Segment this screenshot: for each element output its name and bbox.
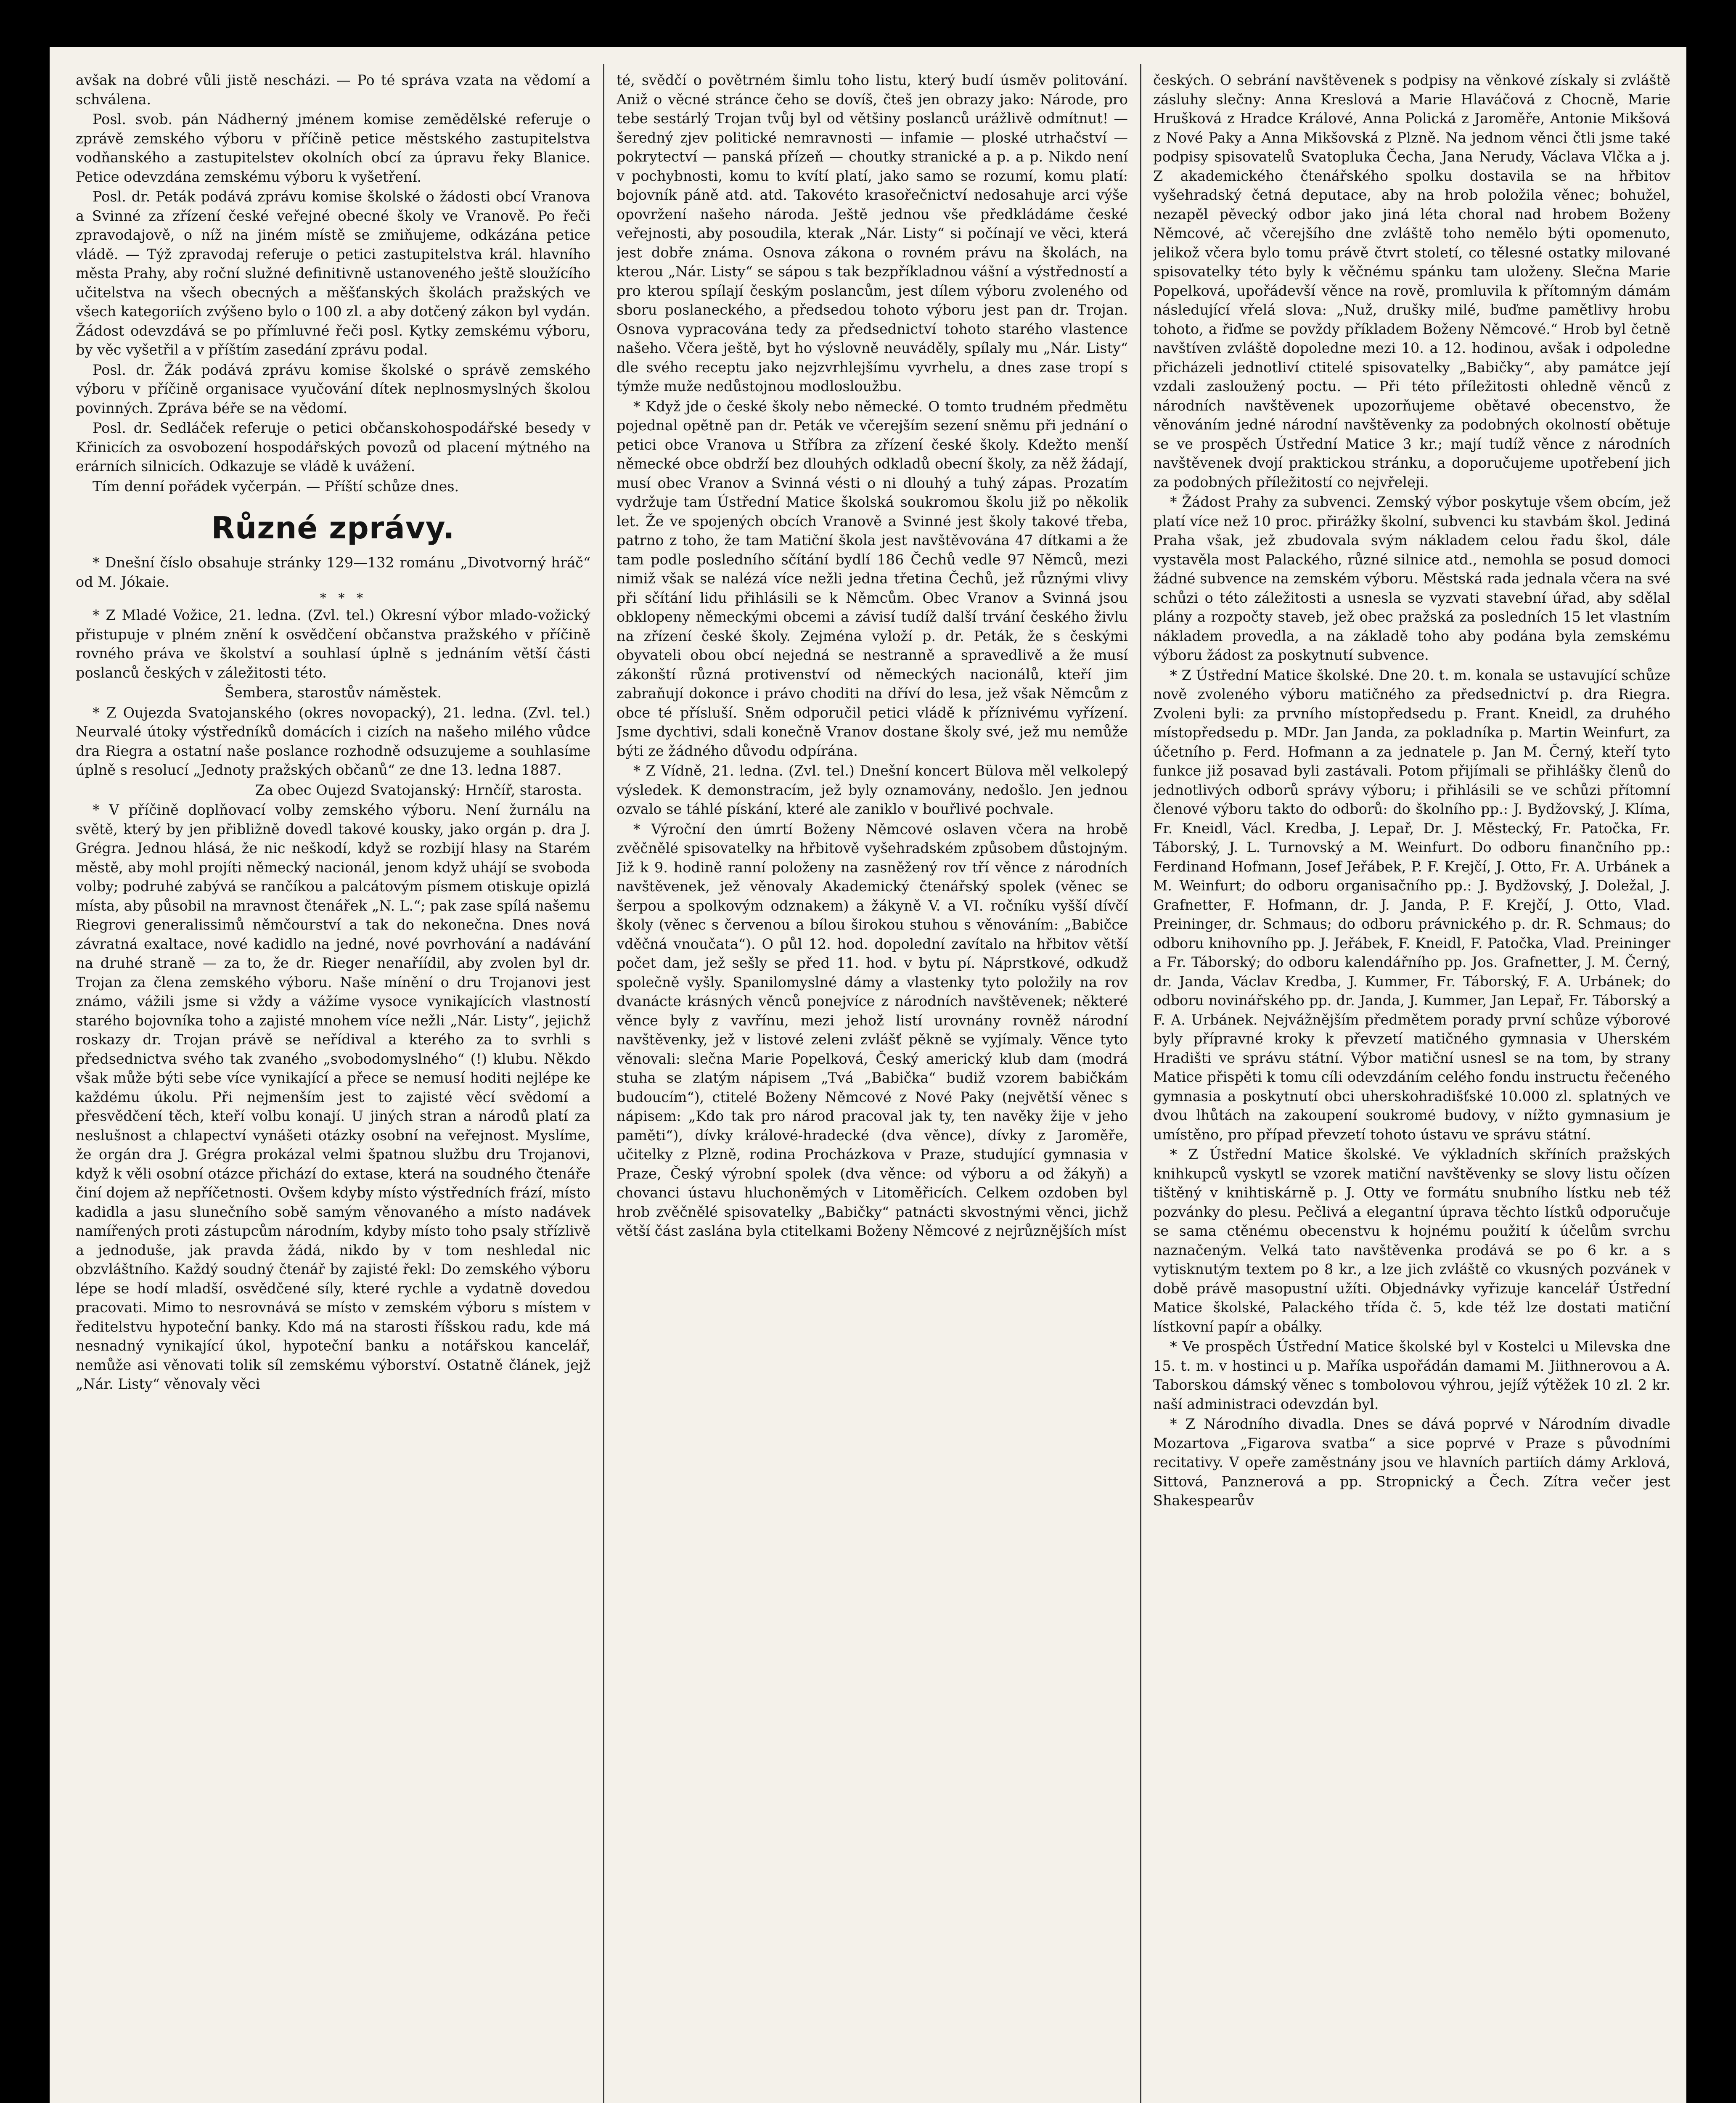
news-item: * Z Národního divadla. Dnes se dává poprvé v Národním divadle Mozartova „Figarova svatba“ a sice poprvé v Praze s původními recitativy. V opeře zaměstnány jsou ve hlavních partiích dámy Arklová, Sittová, Panznerová a pp. Stropnický a Čech. Zítra večer jest Shakespearův [1153,1416,1670,1509]
paragraph: Posl. svob. pán Nádherný jménem komise zemědělské referuje o zprávě zemského výboru v příčině petice městského zastupitelstva vodňanského a zastupitelstev okolních obcí za úpravu řeky Blanice. Petice odevzdána zemskému výboru k vyšetření. [76,111,590,185]
news-item: * Dnešní číslo obsahuje stránky 129—132 románu „Divotvorný hráč“ od M. Jókaie. [76,554,590,590]
news-item: * Žádost Prahy za subvenci. Zemský výbor poskytuje všem obcím, jež platí více než 10 proc. přirážky školní, subvenci ku stavbám škol. Jediná Praha však, jež zbudovala svým nákladem celou řadu škol, dále vystavěla most Palackého, různé silnice atd., nemohla se posud domoci žádné subvence na zemském výboru. Městská rada jednala včera na své schůzi o této záležitosti a usnesla se vyzvati stavební úřad, aby sdělal plány a rozpočty staveb, jež obec pražská za posledních 15 let vlastním nákladem provedla, a na základě toho aby podána byla zemskému výboru žádost za poskytnutí subvence. [1153,494,1670,663]
news-item: * Z Ústřední Matice školské. Dne 20. t. m. konala se ustavující schůze nově zvoleného výboru matičného za předsednictví p. dra Riegra. Zvoleni byli: za prvního místopředsedu p. Frant. Kneidl, za druhého místopředsedu p. MDr. Jan Janda, za pokladníka p. Martin Weinfurt, za účetního p. Ferd. Hofmann a za jednatele p. Jan M. Černý, kteří tyto funkce již posavad byli zastávali. Potom přijímali se přihlášky členů do jednotlivých odborů správy výboru; i přihlásili se ve schůzi přítomní členové výboru takto do odborů: do školního pp.: J. Bydžovský, J. Klíma, Fr. Kneidl, Václ. Kredba, J. Lepař, Dr. J. Městecký, Fr. Patočka, Fr. Táborský, J. L. Turnovský a M. Weinfurt. Do odboru finančního pp.: Ferdinand Hofmann, Josef Jeřábek, P. F. Krejčí, J. Otto, Fr. A. Urbánek a M. Weinfurt; do odboru organisačního pp.: J. Bydžovský, J. Doležal, J. Grafnetter, F. Hofmann, dr. J. Janda, P. F. Krejčí, J. Otto, Vlad. Preininger, dr. Schmaus; do odboru právnického p. dr. R. Schmaus; do odboru knihovního pp. J. Jeřábek, F. Kneidl, F. Patočka, Vlad. Preininger a Fr. Táborský; do odboru kalendářního pp. Jos. Grafnetter, J. M. Černý, dr. Janda, Václav Kredba, J. Kummer, Fr. Táborský, F. A. Urbánek; do odboru novinářského pp. dr. Janda, J. Kummer, Jan Lepař, Fr. Táborský a F. A. Urbánek. Nejvážnějším předmětem porady první schůze výborové byly přípravné kroky k převzetí matičného gymnasia v Uherském Hradišti ve správu státní. Výbor matiční usnesl se na tom, by strany Matice přispěti k tomu cíli odevzdáním celého fondu instructu řečeného gymnasia a poskytnutí obci uherskohradišťské 10.000 zl. splatných ve dvou lhůtách na zakoupení soukromé budovy, v nížto gymnasium je umístěno, pro případ převzetí tohoto ústavu ve správu státní. [1153,667,1670,1143]
news-item: * Ve prospěch Ústřední Matice školské byl v Kostelci u Milevska dne 15. t. m. v hostinci u p. Maříka uspořádán damami M. Jiithnerovou a A. Taborskou dámský věnec s tombolovou výhrou, jejíž výtěžek 10 zl. 2 kr. naší administraci odevzdán byl. [1153,1338,1670,1412]
separator-asterisks: * * * [320,591,363,606]
paragraph: Posl. dr. Žák podává zprávu komise školské o správě zemského výboru v příčině organisace vyučování dítek neplnosmyslných školou povinných. Zpráva béře se na vědomí. [76,361,590,416]
news-item: * Z Ústřední Matice školské. Ve výkladních skříních pražských knihkupců vyskytl se vzorek matiční navštěvenky se slovy listu očízen tištěný v knihtiskárně p. J. Otty ve formátu snubního lístku neb též pozvánky do plesu. Pečlivá a elegantní úprava těchto lístků odporučuje se sama ctěnému obecenstvu k hojnému použití k účelům svrchu naznačeným. Velká tato navštěvenka prodává se po 6 kr. a s vytisknutým textem po 8 kr., a lze jich zvláště co vkusných pozvánek v době právě masopustní užíti. Objednávky vyřizuje kancelář Ústřední Matice školské, Palackého třída č. 5, kde též lze dostati matiční lístkovní papír a obálky. [1153,1146,1670,1335]
column-3 [1153,71,1670,2103]
column-rule [603,64,604,2103]
news-item: * Když jde o české školy nebo německé. O tomto trudném předmětu pojednal opětně pan dr. Peták ve včerejším sezení sněmu při jednání o petici obce Vranova u Stříbra za zřízení české školy. Kdežto menší německé obce obdrží bez dlouhých odkladů obecní školy, za něž žádají, musí obec Vranov a Svinná vésti o ni dlouhý a tuhý zápas. Prozatím vydržuje tam Ústřední Matice školská soukromou školu již po několik let. Že ve spojených obcích Vranově a Svinné jest školy takové třeba, patrno z toho, že tam Matiční škola jest navštěvována 47 dítkami a že tam podle posledního sčítání bydlí 186 Čechů vedle 97 Němců, mezi nimiž však se nalézá více nežli jedna třetina Čechů, jež různými vlivy při sčítání lidu přihlásili se k Němcům. Obec Vranov a Svinná jsou obklopeny německými obcemi a závisí tudíž další trvání českého živlu na zřízení české školy. Zejména vyloží p. dr. Peták, že s českými obyvateli obou obcí nejedná se nestranně a spravedlivě a že musí zákonští různá protivenství od německých nacionálů, kteří jim zabraňují dokonce i právo choditi na dříví do lesa, jež však Němcům z obce té přísluší. Sněm odporučil petici vládě k příznivému vyřízení. Jsme dychtivi, sdali konečně Vranov dostane školy své, jež mu nemůže býti ze žádného důvodu odpírána. [617,398,1128,759]
section-heading: Různé zprávy. [211,510,455,546]
news-item: * Z Vídně, 21. ledna. (Zvl. tel.) Dnešní koncert Bülova měl velkolepý výsledek. K demonstracím, jež byly oznamovány, nedošlo. Jen jednou ozvalo se táhlé pískání, které ale zaniklo v bouřlivé pochvale. [617,763,1128,817]
news-item: * Výroční den úmrtí Boženy Němcové oslaven včera na hrobě zvěčnělé spisovatelky na hřbitově vyšehradském způsobem důstojným. Již k 9. hodině ranní položeny na zasněžený rov tří věnce z národních navštěvenek, jež věnovaly Akademický čtenářský spolek (věnec se šerpou a spolkovým odznakem) a žákyně V. a VI. ročníku vyšší dívčí školy (věnec s červenou a bílou širokou stuhou s věnováním: „Babičce vděčná vnoučata“). O půl 12. hod. dopolední zavítalo na hřbitov větší počet dam, jež sešly se před 11. hod. v bytu pí. Náprstkové, odkudž společně vyšly. Spanilomyslné dámy a vlastenky tyto položily na rov dvanácte krásných věnců ponejvíce z národních navštěvenek; některé věnce byly z vavřínu, mezi jehož listí urovnány rovněž národní navštěvenky, jež v listové zeleni zvlášť pěkně se vyjímaly. Věnce tyto věnovali: slečna Marie Popelková, Český americký klub dam (modrá stuha se zlatým nápisem „Tvá „Babička“ budiž vzorem babičkám budoucím“), ctitelé Boženy Němcové z Nové Paky (největší věnec s nápisem: „Kdo tak pro národ pracoval jak ty, ten navěky žije v jeho paměti“), dívky králové-hradecké (dva věnce), dívky z Jaroměře, učitelky z Plzně, rodina Procházkova v Praze, studující gymnasia v Praze, Český výrobní spolek (dva věnce: od výboru a od žákyň) a chovanci ústavu hluchoněmých v Litoměřicích. Celkem ozdoben byl hrob zvěčnělé spisovatelky „Babičky“ patnácti skvostnými věnci, jichž větší část zaslána byla ctitelkami Boženy Němcové z nejrůznějších míst [617,821,1128,1239]
column-1 [76,71,590,2103]
paragraph: té, svědčí o povětrném šimlu toho listu, který budí úsměv politování. Aniž o věcné stránce čeho se dovíš, čteš jen obrazy jako: Národe, pro tebe sestárlý Trojan tvůj byl od většiny poslanců urážlivě odmítnut! — šeredný zjev politické nemravnosti — infamie — ploské utrhačství — pokrytectví — panská přízeň — choutky stranické a p. a p. Nikdo není v pochybnosti, komu to kvítí platí, jako samo se rozumí, komu platí: bojovník páně atd. atd. Takovéto krasořečnictví nedosahuje arci výše opovržení našeho národa. Ještě jednou vše předkládáme české veřejnosti, aby posoudila, kterak „Nár. Listy“ si počínají ve věci, která jest dobře známa. Osnova zákona o rovném právu na školách, na kterou „Nár. Listy“ se sápou s tak bezpříkladnou vášní a výstředností a pro kterou spílají českým poslancům, jest dílem výboru zvoleného od sboru poslaneckého, a předsedou tohoto výboru jest pan dr. Trojan. Osnova vypracována tedy za předsednictví tohoto starého vlastence našeho. Včera ještě, byt ho výslovně neuváděly, spílaly mu „Nár. Listy“ dle svého receptu jako nejzvrhlejšímu vyvrhelu, a dnes zase tropí s týmže muže nedůstojnou modlosloužbu. [617,72,1128,395]
news-item: * Z Oujezda Svatojanského (okres novopacký), 21. ledna. (Zvl. tel.) Neurvalé útoky výstředníků domácích i cizích na našeho milého vůdce dra Riegra a ostatní naše poslance rozhodně odsuzujeme a souhlasíme úplně s resolucí „Jednoty pražských občanů“ ze dne 13. ledna 1887. [76,704,590,778]
paragraph: českých. O sebrání navštěvenek s podpisy na věnkové získaly si zvláště zásluhy slečny: Anna Kreslová a Marie Hlaváčová z Chocně, Marie Hrušková z Hradce Králové, Anna Polická z Jaroměře, Antonie Mikšová z Nové Paky a Anna Mikšovská z Plzně. Na jednom věnci čtli jsme také podpisy spisovatelů Svatopluka Čecha, Jana Nerudy, Václava Vlčka a j. Z akademického čtenářského spolku dostavila se na hřbitov vyšehradský četná deputace, aby na hrob položila věnec; bohužel, nezapěl pěvecký odbor jako jiná léta choral nad hrobem Boženy Němcové, ač včerejšího dne zvláště toho nemělo býti opomenuto, jelikož včera bylo tomu právě čtvrt století, co tělesné ostatky milované spisovatelky této byly k věčnému spánku tam uloženy. Slečna Marie Popelková, upořádevší věnce na rově, promluvila k přítomným dámám následující vřelá slova: „Nuž, drušky milé, buďme pamětlivy hrobu tohoto, a řiďme se povždy příkladem Boženy Němcové.“ Hrob byl četně navštíven zvláště dopoledne mezi 10. a 12. hodinou, avšak i odpoledne přicházeli jednotliví ctitelé spisovatelky „Babičky“, aby památce její vzdali zasloužený poctu. — Při této příležitosti ohledně věnců z národních navštěvenek upozorňujeme obětavé obecenstvo, že věnováním jedné národní navštěvenky za podobných okolností obětuje se ve prospěch Ústřední Matice 3 kr.; mají tudíž věnce z národních navštěvenek dvojí praktickou stránku, a doporučujeme upotřebení jich za podobných příležitostí co nejvřeleji. [1153,72,1670,490]
news-item: * Z Mladé Vožice, 21. ledna. (Zvl. tel.) Okresní výbor mlado-vožický přistupuje v plném znění k osvědčení občanstva pražského v příčině rovného práva ve školství a souhlasí úplně s jednáním větší části poslanců českých v záležitosti této. [76,607,590,681]
column-rule [1140,64,1141,2103]
paragraph: avšak na dobré vůli jistě nescházi. — Po té správa vzata na vědomí a schválena. [76,72,590,108]
paragraph: Posl. dr. Peták podává zprávu komise školské o žádosti obcí Vranova a Svinné za zřízení české veřejné obecné školy ve Vranově. Po řeči zpravodajově, o níž na jiném místě se zmiňujeme, odkázána petice vládě. — Týž zpravodaj referuje o petici zastupitelstva král. hlavního města Prahy, aby roční služné definitivně ustanoveného ještě sloužícího učitelstva na všech obecných a měšťanských školách pražských ve všech kategoriích zvýšeno bylo o 100 zl. a aby dotčený zákon byl vydán. Žádost odevzdává se po přímluvné řeči posl. Kytky zemskému výboru, by věc vyšetřil a v příštím zasedání zprávu podal. [76,188,590,358]
news-item: * V příčině doplňovací volby zemského výboru. Není žurnálu na světě, který by jen přibližně dovedl takové kousky, jako orgán p. dra J. Grégra. Jednou hlásá, že nic neškodí, když se rozbijí hlasy na Starém městě, aby mohl projíti německý nacionál, jenom když uhájí se svoboda volby; podruhé zabývá se rančíkou a palcátovým písmem otiskuje opizlá místa, aby působil na mravnost čtenářek „N. L.“; pak zase spílá našemu Riegrovi generalissimů němčourství a tak do nekonečna. Dnes nová závratná exaltace, nové kadidlo na jedné, nové povrhování a nadávání na druhé straně — za to, že dr. Rieger nenaříídil, aby zvolen byl dr. Trojan za člena zemského výboru. Naše mínění o dru Trojanovi jest známo, vážili jsme si vždy a vážíme vysoce vynikajících vlastností starého bojovníka toho a zajisté mnohem více nežli „Nár. Listy“, jejichž roskazy dr. Trojan právě se neřídival a kterého za to svrhli s předsednictva svého tak zvaného „svobodomyslného“ (!) klubu. Někdo však může býti sebe více vynikající a přece se nemusí hoditi nejlépe ke každému úkolu. Při nejmenším jest to zajisté věcí svědomí a přesvědčení těch, kteří volbu konají. U jiných stran a národů platí za neslušnost a chlapectví vynášeti otázky osobní na veřejnost. Myslíme, že orgán dra J. Grégra prokázal velmi špatnou službu dru Trojanovi, když k věli osobní otázce přichází do extase, která na soudného čtenáře činí dojem až nepříčetnosti. Ovšem kdyby místo výstředních frází, místo kadidla a jasu slunečního sobě samým věnovaného a místo nadávek namířených proti zástupcům národním, kdyby místo toho psaly střízlivě a jednoduše, jak pravda žádá, nikdo by v tom neshledal nic obzvláštního. Každý soudný čtenář by zajisté řekl: Do zemského výboru lépe se hodí mladší, osvědčené síly, které rychle a vydatně dovedou pracovati. Mimo to nesrovnává se místo v zemském výboru s místem v ředitelstvu hypoteční banky. Kdo má na starosti říšskou radu, kde má nesnadný vynikající úkol, hypoteční banku a notářskou kancelář, nemůže asi věnovati tolik síl zemskému výborství. Ostatně článek, jejž „Nár. Listy“ věnovaly věci [76,802,590,1392]
column-2 [617,71,1128,2103]
signature: Za obec Oujezd Svatojanský: Hrnčíř, starosta. [255,781,582,798]
paragraph: Tím denní pořádek vyčerpán. — Příští schůze dnes. [93,478,459,495]
newspaper-page [50,47,1686,2103]
paragraph: Posl. dr. Sedláček referuje o petici občanskohospodářské besedy v Křinicích za osvobození hospodářských povozů od placení mýtného na erárních silnicích. Odkazuje se vládě k uvážení. [76,420,590,474]
signature: Šembera, starostův náměstek. [224,684,442,701]
